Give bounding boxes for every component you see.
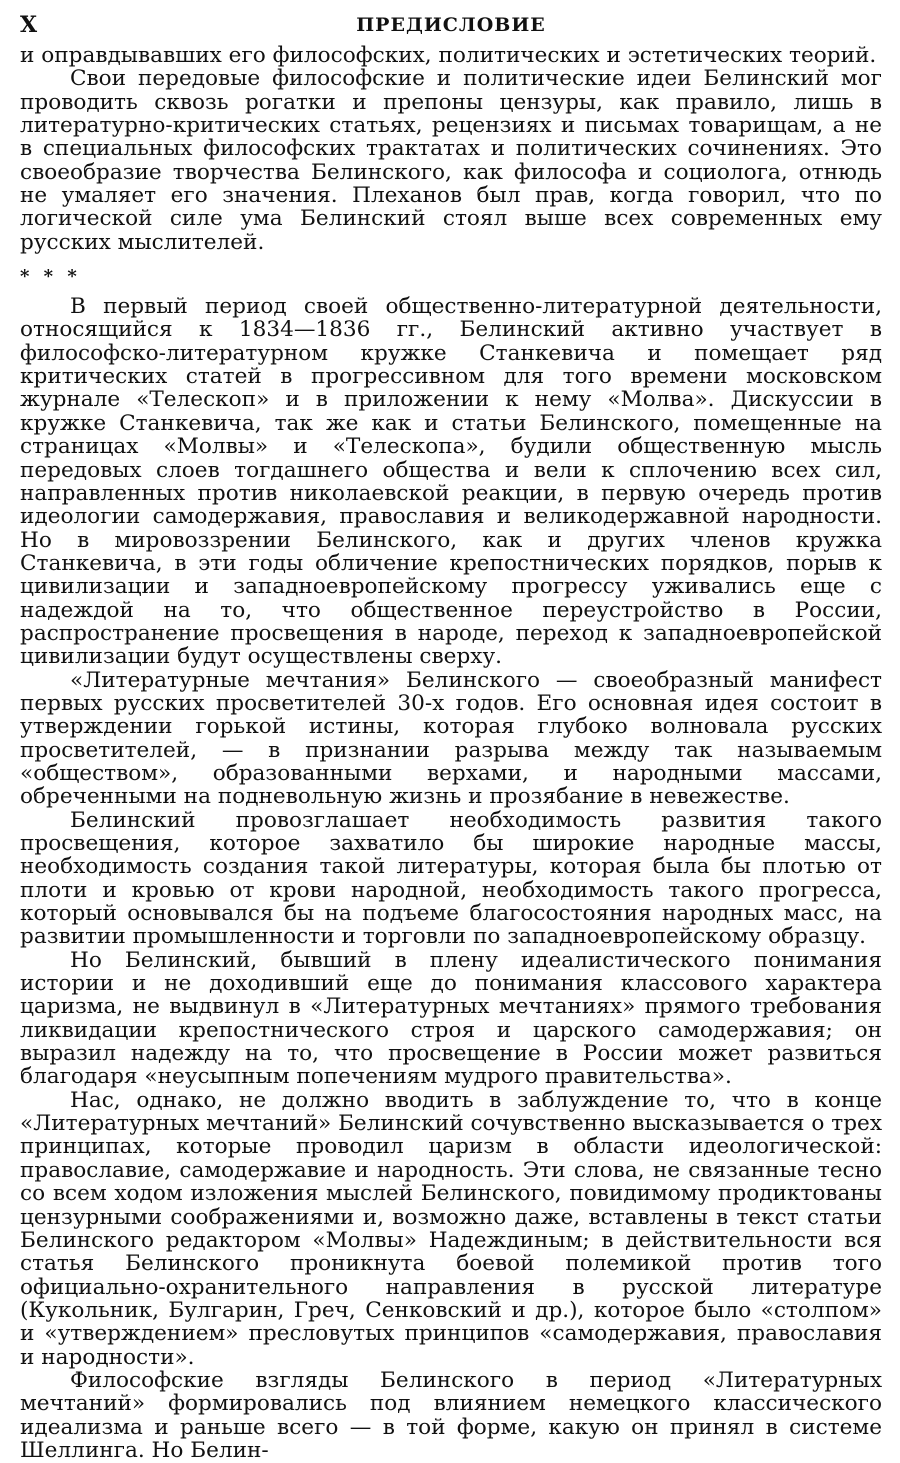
section-separator: * * *	[20, 266, 81, 288]
paragraph: «Литературные мечтания» Белинского — своеобразный манифест первых русских просветителей 30-х годов. Его основная идея состоит в утверждении горькой истины, которая глубоко волновала русских просветителей, — в признании разрыва между так называемым «обществом», образованными верхами, и народными массами, обреченными на подневольную жизнь и прозябание в невежестве.	[20, 667, 882, 810]
paragraph: Философские взгляды Белинского в период «Литературных мечтаний» формировались под влиянием немецкого классического идеализма и раньше всего — в той форме, какую он принял в системе Шеллинга. Но Белин-	[20, 1367, 882, 1463]
body-text	[20, 44, 882, 1462]
paragraph: Свои передовые философские и политические идеи Белинский мог проводить сквозь рогатки и препоны цензуры, как правило, лишь в литературно-критических статьях, рецензиях и письмах товарищам, а не в специальных философских трактатах и политических сочинениях. Это своеобразие творчества Белинского, как философа и социолога, отнюдь не умаляет его значения. Плеханов был прав, когда говорил, что по логической силе ума Белинский стоял выше всех современных ему русских мыслителей.	[20, 66, 882, 255]
paragraph: В первый период своей общественно-литературной деятельности, относящийся к 1834—1836 гг., Белинский активно участвует в философско-литературном кружке Станкевича и помещает ряд критических статей в прогрессивном для того времени московском журнале «Телескоп» и в приложении к нему «Молва». Дискуссии в кружке Станкевича, так же как и статьи Белинского, помещенные на страницах «Молвы» и «Телескопа», будили общественную мысль передовых слоев тогдашнего общества и вели к сплочению всех сил, направленных против николаевской реакции, в первую очередь против идеологии самодержавия, православия и великодержавной народности. Но в мировоззрении Белинского, как и других членов кружка Станкевича, в эти годы обличение крепостнических порядков, порыв к цивилизации и западноевропейскому прогрессу уживались еще с надеждой на то, что общественное переустройство в России, распространение просвещения в народе, переход к западноевропейской цивилизации будут осуществлены сверху.	[20, 294, 882, 670]
paragraph: Но Белинский, бывший в плену идеалистического понимания истории и не доходивший еще до понимания классового характера царизма, не выдвинул в «Литературных мечтаниях» прямого требования ликвидации крепостнического строя и царского самодержавия; он выразил надежду на то, что просвещение в России может развиться благодаря «неусыпным попечениям мудрого правительства».	[20, 947, 882, 1090]
page-number: X	[20, 12, 38, 38]
page-header	[20, 10, 882, 44]
running-title: ПРЕДИСЛОВИЕ	[356, 14, 546, 36]
paragraph: Нас, однако, не должно вводить в заблуждение то, что в конце «Литературных мечтаний» Белинский сочувственно высказывается о трех принципах, которые проводил царизм в области идеологической: православие, самодержавие и народность. Эти слова, не связанные тесно со всем ходом изложения мыслей Белинского, повидимому продиктованы цензурными соображениями и, возможно даже, вставлены в текст статьи Белинского редактором «Молвы» Надеждиным; в действительности вся статья Белинского проникнута боевой полемикой против того официально-охранительного направления в русской литературе (Кукольник, Булгарин, Греч, Сенковский и др.), которое было «столпом» и «утверждением» пресловутых принципов «самодержавия, православия и народности».	[20, 1087, 883, 1370]
paragraph: и оправдывавших его философских, политических и эстетических теорий.	[20, 43, 877, 68]
paragraph: Белинский провозглашает необходимость развития такого просвещения, которое захватило бы широкие народные массы, необходимость создания такой литературы, которая была бы плотью от плоти и кровью от крови народной, необходимость такого прогресса, который основывался бы на подъеме благосостояния народных масс, на развитии промышленности и торговли по западноевропейскому образцу.	[20, 807, 882, 950]
